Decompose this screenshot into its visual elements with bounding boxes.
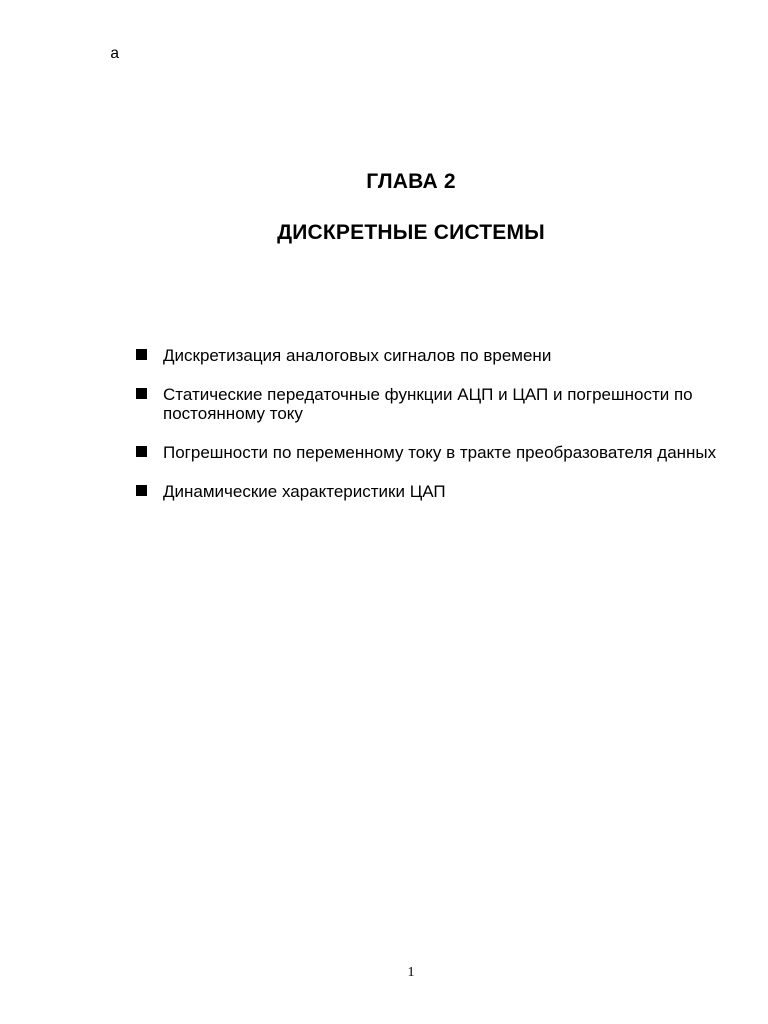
topic-text: Динамические характеристики ЦАП (163, 482, 446, 501)
topic-list (135, 346, 725, 521)
corner-mark: a (110, 45, 120, 63)
topic-text: Погрешности по переменному току в тракте преобразователя данных (163, 443, 717, 462)
bullet-square-icon (136, 485, 147, 496)
topic-item (135, 443, 725, 462)
topic-item (135, 346, 725, 365)
topic-item (135, 385, 725, 423)
page-number: 1 (407, 965, 415, 980)
bullet-square-icon (136, 349, 147, 360)
topic-text: Статические передаточные функции АЦП и ЦАП и погрешности по постоянному току (163, 385, 693, 423)
bullet-square-icon (136, 388, 147, 399)
chapter-title: ДИСКРЕТНЫЕ СИСТЕМЫ (277, 221, 545, 244)
chapter-label: ГЛАВА 2 (366, 170, 456, 193)
bullet-square-icon (136, 446, 147, 457)
topic-text: Дискретизация аналоговых сигналов по времени (163, 346, 552, 365)
topic-item (135, 482, 725, 501)
